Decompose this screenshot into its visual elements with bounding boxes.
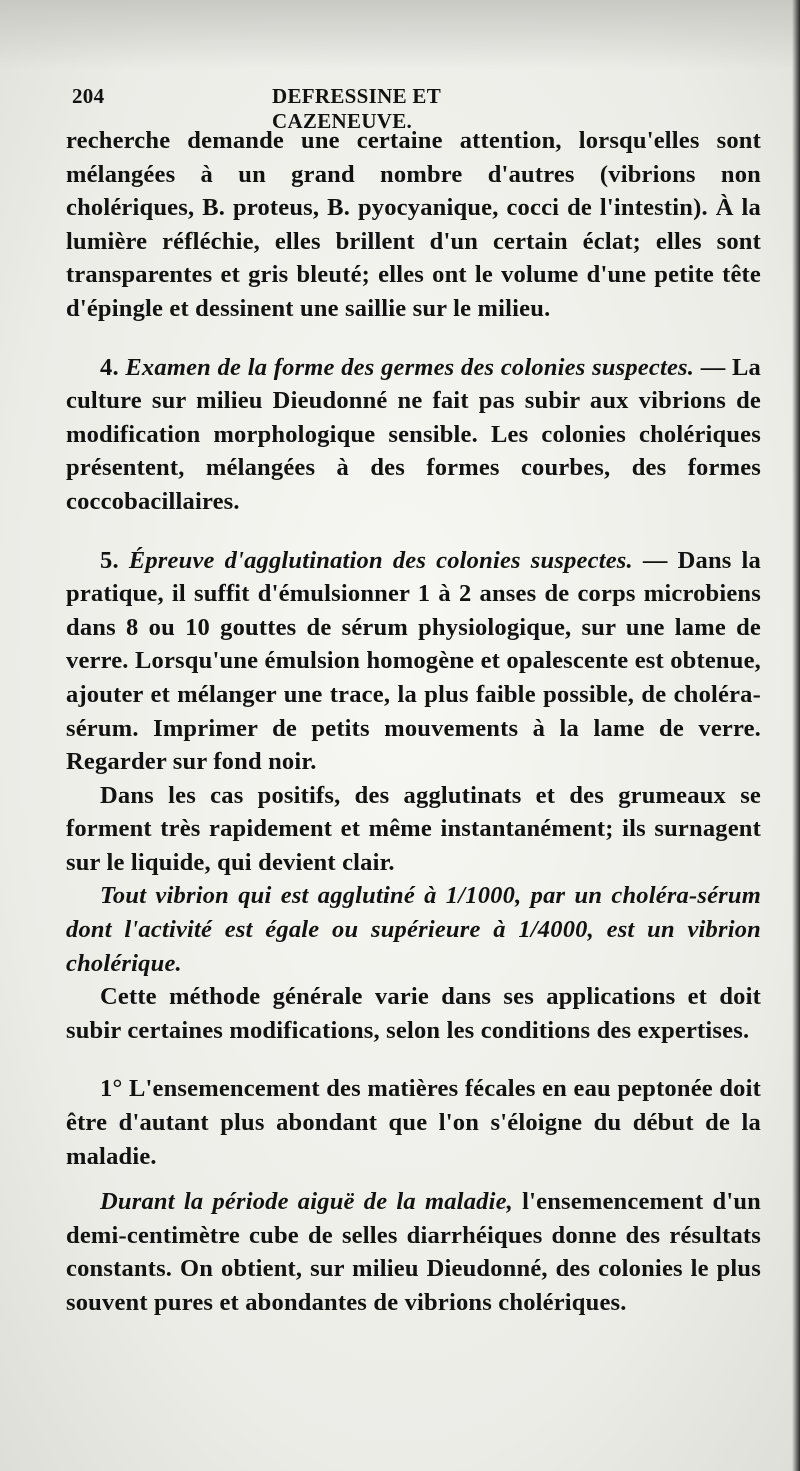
paragraph-method: Cette méthode générale varie dans ses applications et doit subir certaines modifications, selon les conditions des expertises. — [66, 983, 761, 1044]
paragraph-section-4 — [66, 351, 761, 519]
paragraph-section-5 — [66, 544, 761, 779]
paragraph-rule — [66, 879, 761, 980]
acute-period-text: l'ensemencement d'un demi-centimètre cube de selles diarrhéiques donne des résultats constants. On obtient, sur milieu Dieudonné, des colonies le plus souvent pures et abondantes de vibrions cholériques. — [66, 1188, 761, 1316]
body-text — [66, 124, 761, 1320]
section-number: 5. — [100, 546, 119, 574]
section-number: 4. — [100, 353, 119, 381]
paragraph-acute-period — [66, 1185, 761, 1319]
page-edge — [792, 0, 800, 1471]
paragraph-positive-cases: Dans les cas positifs, des agglutinats et des grumeaux se forment très rapidement et même instantanément; ils surnagent sur le liquide, qui devient clair. — [66, 781, 761, 876]
section-title: Examen de la forme des germes des colonies suspectes. — [125, 353, 695, 381]
section-text: — La culture sur milieu Dieudonné ne fait pas subir aux vibrions de modification morphologique sensible. Les colonies cholériques présentent, mélangées à des formes courbes, des formes coccobacillaires. — [66, 353, 762, 515]
page-number: 204 — [72, 84, 105, 108]
running-head: DEFRESSINE ET CAZENEUVE. — [272, 84, 441, 133]
rule-italic-end: est un vibrion cholérique. — [66, 916, 762, 977]
paragraph-item-1: 1° L'ensemencement des matières fécales en eau peptonée doit être d'autant plus abondant que l'on s'éloigne du début de la maladie. — [66, 1075, 761, 1170]
page-header — [72, 84, 582, 133]
paragraph-1: recherche demande une certaine attention, lorsqu'elles sont mélangées à un grand nombre d'autres (vibrions non cholériques, B. proteus, B. pyocyanique, cocci de l'intestin). À la lumière réfléchie, elles brillent d'un certain éclat; elles sont transparentes et gris bleuté; elles ont le volume d'une petite tête d'épingle et dessinent une saillie sur le milieu. — [66, 127, 761, 322]
scan-shadow — [0, 0, 800, 70]
acute-period-italic: Durant la période aiguë de la maladie, — [100, 1188, 513, 1216]
section-text: — Dans la pratique, il suffit d'émulsionner 1 à 2 anses de corps microbiens dans 8 ou 10 gouttes de sérum physiologique, sur une lame de verre. Lorsqu'une émulsion homogène et opalescente est obtenue, ajouter et mélanger une trace, la plus faible possible, de choléra-sérum. Imprimer de petits mouvements à la lame de verre. Regarder sur fond noir. — [66, 546, 761, 776]
section-title: Épreuve d'agglutination des colonies suspectes. — [128, 546, 633, 574]
rule-italic: Tout vibrion qui est agglutiné à 1/1000, par un choléra-sérum dont l'activité est égale ou supérieure à 1/4000, — [66, 882, 761, 944]
